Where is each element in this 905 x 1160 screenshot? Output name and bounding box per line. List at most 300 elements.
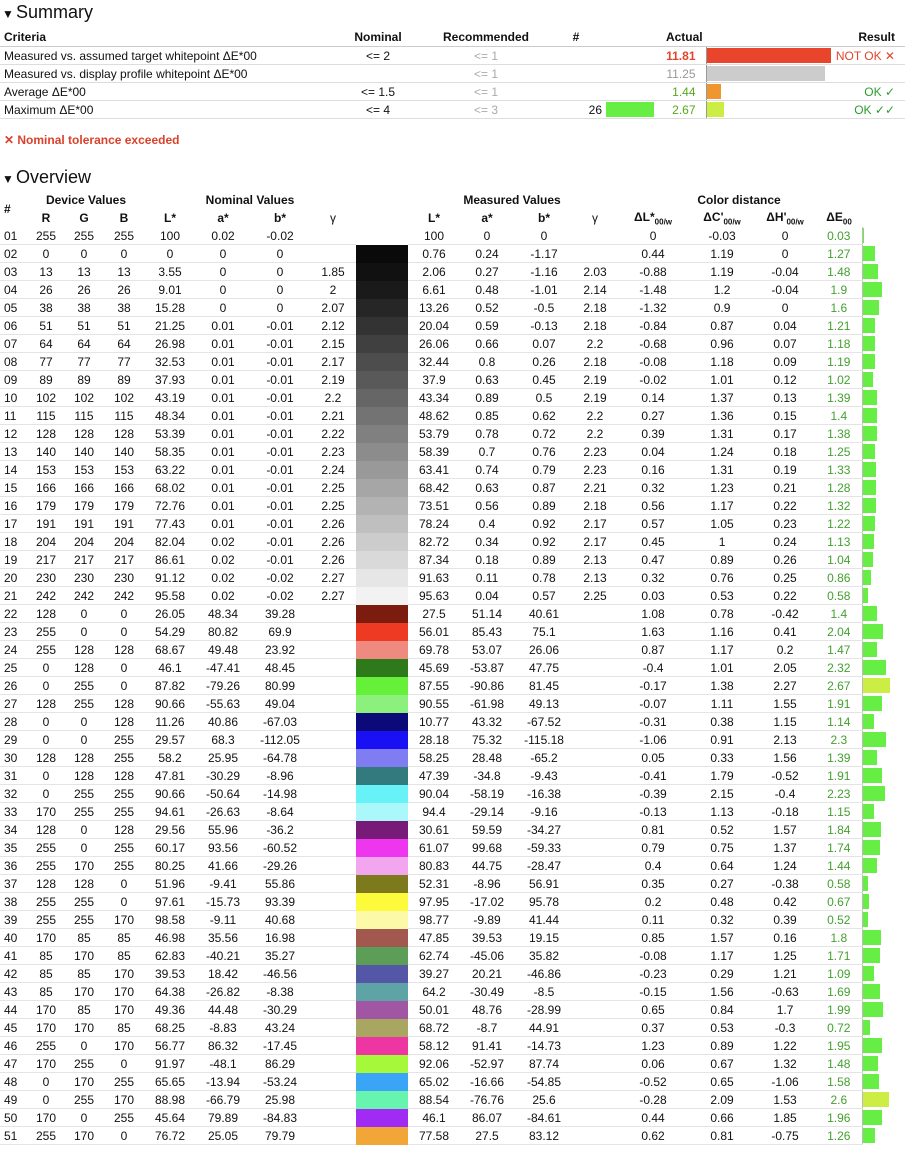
nominal-b-cell: -67.03 <box>250 713 310 731</box>
delta-c-cell: 1.24 <box>690 443 754 461</box>
nominal-gamma-cell: 2.27 <box>310 587 356 605</box>
delta-l-cell: -0.68 <box>616 335 690 353</box>
result-cell: OK ✓ <box>831 83 905 101</box>
nominal-b-cell: -0.01 <box>250 317 310 335</box>
nominal-a-cell: 48.34 <box>196 605 250 623</box>
measured-gamma-cell <box>574 1127 616 1145</box>
delta-c-cell: 1.79 <box>690 767 754 785</box>
r-cell: 51 <box>28 317 64 335</box>
delta-l-cell: -0.02 <box>616 371 690 389</box>
col-nominal-gamma: γ <box>330 211 336 225</box>
swatch-cell <box>356 353 408 371</box>
nominal-a-cell: 0 <box>196 263 250 281</box>
g-cell: 255 <box>64 1055 104 1073</box>
swatch-cell <box>356 947 408 965</box>
r-cell: 255 <box>28 1037 64 1055</box>
g-cell: 89 <box>64 371 104 389</box>
delta-e-bar <box>863 786 886 801</box>
measured-l-cell: 26.06 <box>408 335 460 353</box>
b-cell: 85 <box>104 1019 144 1037</box>
delta-l-cell: -0.84 <box>616 317 690 335</box>
nominal-gamma-cell <box>310 227 356 245</box>
nominal-l-cell: 87.82 <box>144 677 196 695</box>
measured-gamma-cell <box>574 623 616 641</box>
nominal-a-cell: 0 <box>196 299 250 317</box>
b-cell: 255 <box>104 1073 144 1091</box>
measured-a-cell: -90.86 <box>460 677 514 695</box>
measured-l-cell: 94.4 <box>408 803 460 821</box>
nominal-b-cell: -29.26 <box>250 857 310 875</box>
measured-a-cell: 0.74 <box>460 461 514 479</box>
result-cell: NOT OK ✕ <box>831 47 905 65</box>
b-cell: 217 <box>104 551 144 569</box>
delta-c-cell: 0.84 <box>690 1001 754 1019</box>
delta-l-cell: 0.37 <box>616 1019 690 1037</box>
count-cell: 26 <box>546 101 606 119</box>
overview-row <box>0 965 905 983</box>
delta-e-cell: 1.27 <box>816 245 862 263</box>
g-cell: 128 <box>64 641 104 659</box>
g-cell: 255 <box>64 695 104 713</box>
r-cell: 255 <box>28 623 64 641</box>
delta-e-cell: 1.58 <box>816 1073 862 1091</box>
delta-e-cell: 1.33 <box>816 461 862 479</box>
measured-b-cell: -28.99 <box>514 1001 574 1019</box>
delta-e-bar <box>863 480 876 495</box>
overview-row <box>0 425 905 443</box>
measured-b-cell: 35.82 <box>514 947 574 965</box>
idx-cell: 07 <box>0 335 28 353</box>
measured-l-cell: 87.55 <box>408 677 460 695</box>
nominal-gamma-cell <box>310 893 356 911</box>
nominal-l-cell: 90.66 <box>144 785 196 803</box>
measured-gamma-cell <box>574 983 616 1001</box>
r-cell: 166 <box>28 479 64 497</box>
delta-l-cell: 0.35 <box>616 875 690 893</box>
overview-row <box>0 551 905 569</box>
nominal-a-cell: 25.05 <box>196 1127 250 1145</box>
delta-c-cell: 1.17 <box>690 947 754 965</box>
delta-e-bar-cell <box>862 1127 905 1145</box>
overview-title: Overview <box>16 167 92 187</box>
idx-cell: 21 <box>0 587 28 605</box>
measured-a-cell: 51.14 <box>460 605 514 623</box>
delta-e-cell: 2.04 <box>816 623 862 641</box>
delta-c-cell: 1.36 <box>690 407 754 425</box>
delta-e-bar-cell <box>862 1001 905 1019</box>
delta-e-bar <box>863 498 876 513</box>
g-cell: 102 <box>64 389 104 407</box>
idx-cell: 44 <box>0 1001 28 1019</box>
delta-e-bar <box>863 444 876 459</box>
measured-l-cell: 6.61 <box>408 281 460 299</box>
measured-b-cell: -54.85 <box>514 1073 574 1091</box>
delta-e-bar-cell <box>862 479 905 497</box>
delta-l-cell: -0.88 <box>616 263 690 281</box>
delta-h-cell: 2.13 <box>754 731 816 749</box>
idx-cell: 05 <box>0 299 28 317</box>
delta-l-cell: 0.16 <box>616 461 690 479</box>
measured-a-cell: 0.63 <box>460 479 514 497</box>
nominal-l-cell: 65.65 <box>144 1073 196 1091</box>
nominal-a-cell: 0 <box>196 281 250 299</box>
delta-l-cell: 0.39 <box>616 425 690 443</box>
measured-l-cell: 92.06 <box>408 1055 460 1073</box>
delta-e-cell: 1.13 <box>816 533 862 551</box>
measured-a-cell: 0 <box>460 227 514 245</box>
measured-a-cell: 53.07 <box>460 641 514 659</box>
measured-a-cell: 39.53 <box>460 929 514 947</box>
nominal-b-cell: 39.28 <box>250 605 310 623</box>
measured-gamma-cell <box>574 695 616 713</box>
col-g: G <box>79 211 89 225</box>
measured-a-cell: 0.11 <box>460 569 514 587</box>
swatch-cell <box>356 317 408 335</box>
nominal-b-cell: -17.45 <box>250 1037 310 1055</box>
overview-row <box>0 533 905 551</box>
nominal-gamma-cell: 2.26 <box>310 551 356 569</box>
delta-e-bar <box>863 462 876 477</box>
r-cell: 0 <box>28 659 64 677</box>
b-cell: 115 <box>104 407 144 425</box>
measured-b-cell: 0.92 <box>514 533 574 551</box>
measured-b-cell: -59.33 <box>514 839 574 857</box>
measured-l-cell: 28.18 <box>408 731 460 749</box>
delta-e-bar-cell <box>862 929 905 947</box>
nominal-gamma-cell <box>310 605 356 623</box>
measured-b-cell: -16.38 <box>514 785 574 803</box>
b-cell: 255 <box>104 803 144 821</box>
delta-e-cell: 1.32 <box>816 497 862 515</box>
r-cell: 255 <box>28 1127 64 1145</box>
swatch-cell <box>356 695 408 713</box>
idx-cell: 11 <box>0 407 28 425</box>
overview-row <box>0 911 905 929</box>
delta-c-cell: 0.66 <box>690 1109 754 1127</box>
measured-gamma-cell: 2.14 <box>574 281 616 299</box>
delta-e-bar <box>863 282 882 297</box>
r-cell: 0 <box>28 713 64 731</box>
r-cell: 0 <box>28 245 64 263</box>
delta-h-cell: 1.37 <box>754 839 816 857</box>
measured-gamma-cell: 2.13 <box>574 551 616 569</box>
measured-b-cell: 0.07 <box>514 335 574 353</box>
delta-c-cell: 1.18 <box>690 353 754 371</box>
b-cell: 170 <box>104 965 144 983</box>
delta-h-cell: 0.15 <box>754 407 816 425</box>
nominal-cell: <= 4 <box>330 101 426 119</box>
g-cell: 0 <box>64 245 104 263</box>
delta-e-bar-cell <box>862 947 905 965</box>
delta-e-bar-cell <box>862 317 905 335</box>
r-cell: 85 <box>28 965 64 983</box>
swatch-cell <box>356 533 408 551</box>
nominal-gamma-cell <box>310 1127 356 1145</box>
measured-a-cell: 20.21 <box>460 965 514 983</box>
measured-l-cell: 46.1 <box>408 1109 460 1127</box>
measured-b-cell: -46.86 <box>514 965 574 983</box>
nominal-a-cell: 0.01 <box>196 497 250 515</box>
nominal-a-cell: 40.86 <box>196 713 250 731</box>
nominal-gamma-cell <box>310 1091 356 1109</box>
delta-c-cell: 1.2 <box>690 281 754 299</box>
delta-e-bar-cell <box>862 857 905 875</box>
delta-c-cell: 1.13 <box>690 803 754 821</box>
delta-h-cell: 0.23 <box>754 515 816 533</box>
delta-l-cell: 1.63 <box>616 623 690 641</box>
g-cell: 255 <box>64 803 104 821</box>
measured-b-cell: -28.47 <box>514 857 574 875</box>
nominal-gamma-cell: 2.12 <box>310 317 356 335</box>
measured-gamma-cell <box>574 605 616 623</box>
r-cell: 128 <box>28 875 64 893</box>
g-cell: 13 <box>64 263 104 281</box>
measured-gamma-cell <box>574 659 616 677</box>
nominal-b-cell: -36.2 <box>250 821 310 839</box>
g-cell: 191 <box>64 515 104 533</box>
summary-header[interactable] <box>0 0 905 24</box>
delta-e-bar <box>863 912 868 927</box>
nominal-gamma-cell: 2.2 <box>310 389 356 407</box>
nominal-a-cell: -55.63 <box>196 695 250 713</box>
delta-e-bar <box>863 894 870 909</box>
idx-cell: 41 <box>0 947 28 965</box>
delta-e-cell: 1.25 <box>816 443 862 461</box>
delta-l-cell: -0.07 <box>616 695 690 713</box>
delta-e-bar-cell <box>862 443 905 461</box>
summary-row <box>0 47 905 65</box>
delta-h-cell: 1.55 <box>754 695 816 713</box>
measured-a-cell: 0.78 <box>460 425 514 443</box>
measured-a-cell: 75.32 <box>460 731 514 749</box>
nominal-a-cell: -9.41 <box>196 875 250 893</box>
idx-cell: 32 <box>0 785 28 803</box>
measured-a-cell: -76.76 <box>460 1091 514 1109</box>
g-cell: 217 <box>64 551 104 569</box>
summary-table <box>0 28 905 119</box>
delta-e-cell: 1.14 <box>816 713 862 731</box>
delta-l-cell: 0.2 <box>616 893 690 911</box>
nominal-l-cell: 47.81 <box>144 767 196 785</box>
delta-h-cell: 1.24 <box>754 857 816 875</box>
idx-cell: 27 <box>0 695 28 713</box>
overview-row <box>0 875 905 893</box>
measured-b-cell: 0.62 <box>514 407 574 425</box>
group-device: Device Values <box>45 193 127 207</box>
measured-gamma-cell <box>574 929 616 947</box>
nominal-b-cell: -112.05 <box>250 731 310 749</box>
delta-h-cell: -0.04 <box>754 263 816 281</box>
swatch-cell <box>356 299 408 317</box>
measured-a-cell: 43.32 <box>460 713 514 731</box>
nominal-l-cell: 64.38 <box>144 983 196 1001</box>
delta-e-bar <box>863 372 873 387</box>
swatch-cell <box>356 839 408 857</box>
idx-cell: 24 <box>0 641 28 659</box>
measured-gamma-cell <box>574 245 616 263</box>
delta-e-cell: 1.71 <box>816 947 862 965</box>
idx-cell: 48 <box>0 1073 28 1091</box>
measured-a-cell: 27.5 <box>460 1127 514 1145</box>
r-cell: 255 <box>28 857 64 875</box>
nominal-gamma-cell: 2.24 <box>310 461 356 479</box>
overview-header[interactable] <box>0 165 905 189</box>
delta-h-cell: -0.4 <box>754 785 816 803</box>
nominal-a-cell: 44.48 <box>196 1001 250 1019</box>
b-cell: 140 <box>104 443 144 461</box>
measured-a-cell: 0.66 <box>460 335 514 353</box>
swatch-cell <box>356 335 408 353</box>
delta-e-bar <box>863 678 890 693</box>
nominal-gamma-cell <box>310 1073 356 1091</box>
delta-e-bar <box>863 408 877 423</box>
delta-e-bar-cell <box>862 785 905 803</box>
measured-b-cell: -9.16 <box>514 803 574 821</box>
delta-l-cell: 0.56 <box>616 497 690 515</box>
measured-l-cell: 91.63 <box>408 569 460 587</box>
nominal-b-cell: 80.99 <box>250 677 310 695</box>
r-cell: 255 <box>28 839 64 857</box>
recommended-cell: <= 3 <box>426 101 546 119</box>
swatch-cell <box>356 263 408 281</box>
delta-e-cell: 1.18 <box>816 335 862 353</box>
measured-b-cell: 0.89 <box>514 497 574 515</box>
delta-e-bar <box>863 624 884 639</box>
b-cell: 255 <box>104 1109 144 1127</box>
delta-e-cell: 2.67 <box>816 677 862 695</box>
idx-cell: 01 <box>0 227 28 245</box>
overview-row <box>0 353 905 371</box>
delta-e-bar-cell <box>862 677 905 695</box>
nominal-a-cell: -48.1 <box>196 1055 250 1073</box>
b-cell: 170 <box>104 983 144 1001</box>
swatch-cell <box>356 875 408 893</box>
measured-l-cell: 68.42 <box>408 479 460 497</box>
delta-e-bar-cell <box>862 389 905 407</box>
b-cell: 170 <box>104 1037 144 1055</box>
delta-e-bar-cell <box>862 983 905 1001</box>
col-nominal-a: a* <box>217 211 229 225</box>
overview-row <box>0 1073 905 1091</box>
idx-cell: 51 <box>0 1127 28 1145</box>
count-cell <box>546 65 606 83</box>
b-cell: 102 <box>104 389 144 407</box>
swatch-cell <box>356 425 408 443</box>
r-cell: 128 <box>28 821 64 839</box>
col-count: # <box>546 28 606 47</box>
delta-h-cell: 0.12 <box>754 371 816 389</box>
measured-a-cell: 0.4 <box>460 515 514 533</box>
nominal-b-cell: -0.02 <box>250 587 310 605</box>
measured-gamma-cell <box>574 947 616 965</box>
overview-row <box>0 443 905 461</box>
b-cell: 89 <box>104 371 144 389</box>
measured-gamma-cell <box>574 893 616 911</box>
r-cell: 0 <box>28 785 64 803</box>
nominal-l-cell: 46.1 <box>144 659 196 677</box>
measured-l-cell: 20.04 <box>408 317 460 335</box>
measured-a-cell: -30.49 <box>460 983 514 1001</box>
idx-cell: 13 <box>0 443 28 461</box>
delta-e-bar <box>863 714 875 729</box>
delta-l-cell: -0.17 <box>616 677 690 695</box>
nominal-b-cell: -64.78 <box>250 749 310 767</box>
measured-l-cell: 10.77 <box>408 713 460 731</box>
nominal-gamma-cell: 2 <box>310 281 356 299</box>
nominal-gamma-cell <box>310 641 356 659</box>
delta-e-bar <box>863 1110 883 1125</box>
overview-row <box>0 371 905 389</box>
r-cell: 255 <box>28 893 64 911</box>
delta-l-cell: 0.4 <box>616 857 690 875</box>
delta-h-cell: 0.25 <box>754 569 816 587</box>
delta-c-cell: 1.38 <box>690 677 754 695</box>
count-cell <box>546 47 606 65</box>
measured-l-cell: 37.9 <box>408 371 460 389</box>
measured-a-cell: -9.89 <box>460 911 514 929</box>
idx-cell: 29 <box>0 731 28 749</box>
nominal-a-cell: 0.01 <box>196 371 250 389</box>
nominal-gamma-cell <box>310 1109 356 1127</box>
measured-a-cell: 48.76 <box>460 1001 514 1019</box>
delta-h-cell: -0.52 <box>754 767 816 785</box>
delta-e-bar-cell <box>862 893 905 911</box>
measured-l-cell: 77.58 <box>408 1127 460 1145</box>
delta-e-bar-cell <box>862 713 905 731</box>
nominal-a-cell: -8.83 <box>196 1019 250 1037</box>
measured-gamma-cell <box>574 767 616 785</box>
swatch-cell <box>356 443 408 461</box>
measured-gamma-cell: 2.18 <box>574 317 616 335</box>
delta-e-cell: 1.74 <box>816 839 862 857</box>
overview-row <box>0 227 905 245</box>
delta-h-cell: 1.57 <box>754 821 816 839</box>
measured-l-cell: 73.51 <box>408 497 460 515</box>
delta-e-bar <box>863 246 876 261</box>
idx-cell: 03 <box>0 263 28 281</box>
delta-c-cell: 0.76 <box>690 569 754 587</box>
delta-e-cell: 1.47 <box>816 641 862 659</box>
nominal-gamma-cell <box>310 875 356 893</box>
nominal-a-cell: -40.21 <box>196 947 250 965</box>
nominal-b-cell: -0.01 <box>250 497 310 515</box>
nominal-l-cell: 58.35 <box>144 443 196 461</box>
overview-row <box>0 461 905 479</box>
delta-l-cell: 0.14 <box>616 389 690 407</box>
nominal-gamma-cell: 2.27 <box>310 569 356 587</box>
nominal-b-cell: -0.01 <box>250 461 310 479</box>
col-r: R <box>41 211 51 225</box>
idx-cell: 49 <box>0 1091 28 1109</box>
delta-h-cell: 0.22 <box>754 587 816 605</box>
delta-c-cell: 0.32 <box>690 911 754 929</box>
delta-e-cell: 0.67 <box>816 893 862 911</box>
nominal-gamma-cell <box>310 821 356 839</box>
measured-b-cell: -14.73 <box>514 1037 574 1055</box>
delta-e-cell: 0.86 <box>816 569 862 587</box>
nominal-b-cell: 43.24 <box>250 1019 310 1037</box>
delta-l-cell: 0.65 <box>616 1001 690 1019</box>
idx-cell: 26 <box>0 677 28 695</box>
nominal-gamma-cell: 2.15 <box>310 335 356 353</box>
delta-l-cell: 0.32 <box>616 479 690 497</box>
col-actual: Actual <box>606 28 706 47</box>
nominal-l-cell: 15.28 <box>144 299 196 317</box>
measured-a-cell: 0.04 <box>460 587 514 605</box>
nominal-a-cell: 0.01 <box>196 335 250 353</box>
delta-l-cell: 0.62 <box>616 1127 690 1145</box>
delta-e-bar <box>863 750 877 765</box>
